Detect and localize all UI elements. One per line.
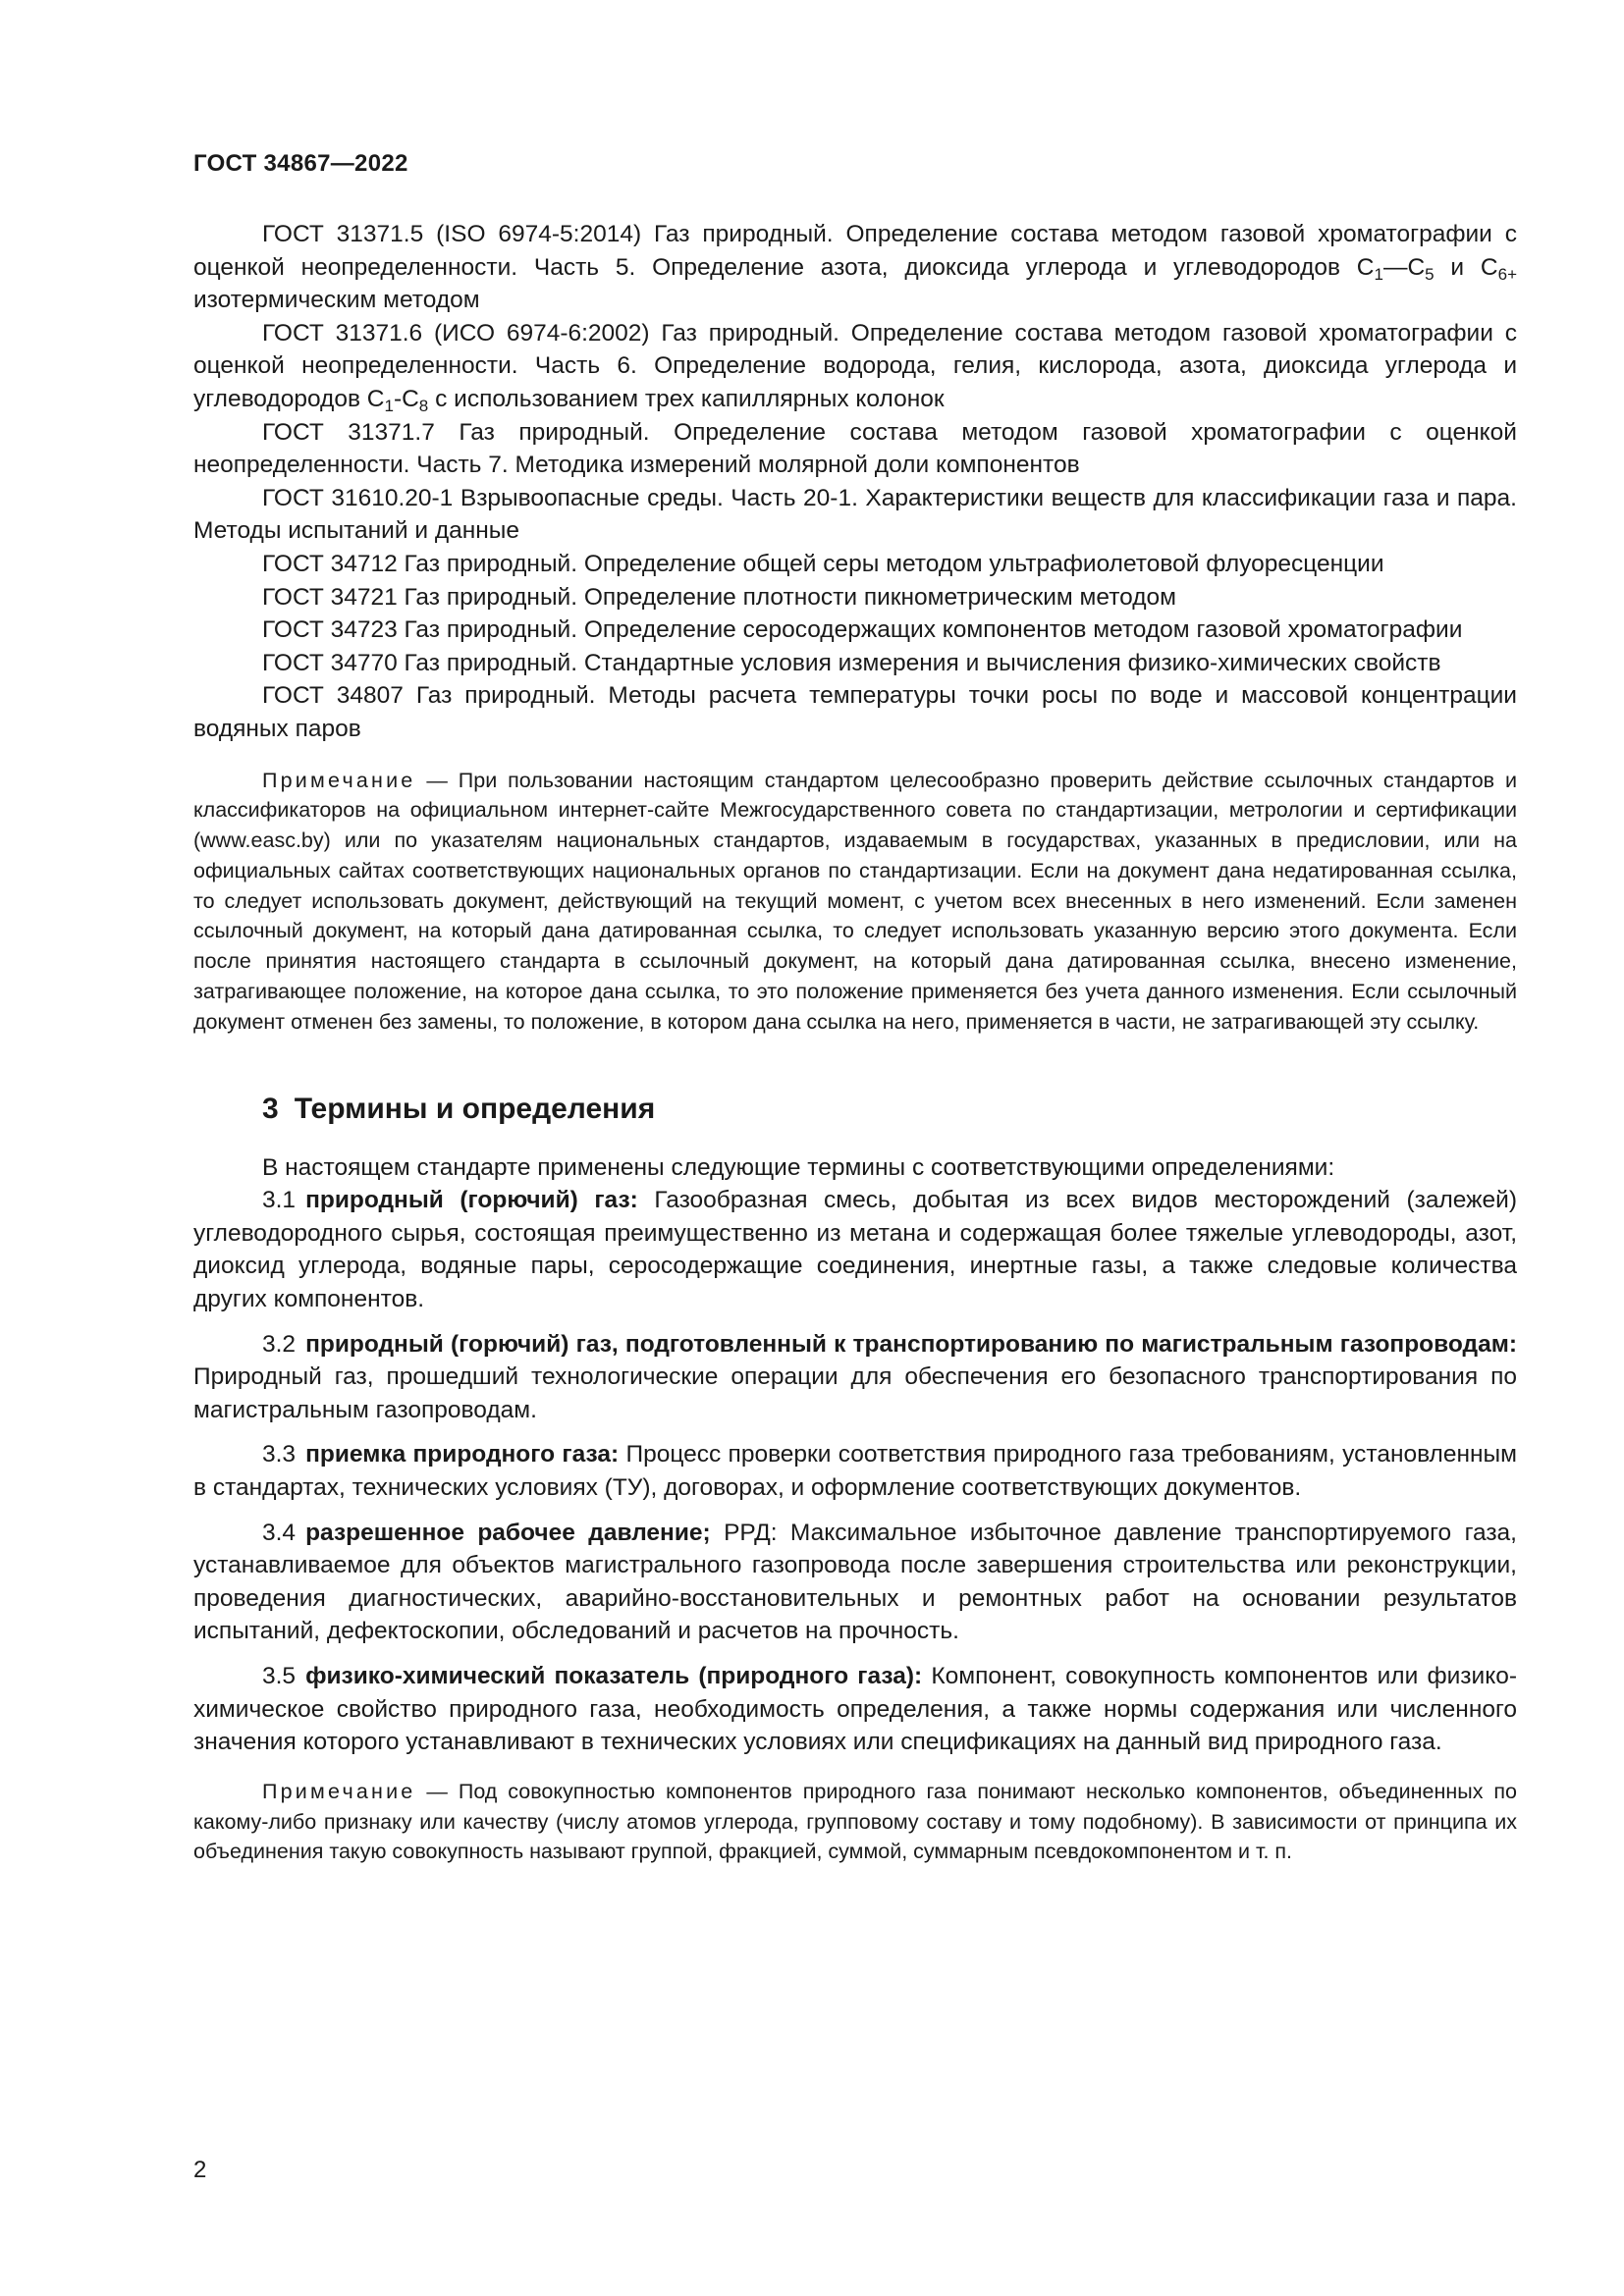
term-text: РРД: Максимальное избыточное давление транспортируемого газа, устанавливаемое для объектов магистрального газопровода после завершения строительства или реконструкции, проведения диагностических, аварийно-восстановительных и ремонтных работ на основании результатов испытаний, дефектоскопии, обследований и расчетов на прочность. [193, 1519, 1517, 1645]
reference-entry: ГОСТ 34723 Газ природный. Определение серосодержащих компонентов методом газовой хроматографии [262, 616, 1463, 644]
term-text: Газообразная смесь, добытая из всех видов месторождений (залежей) углеводородного сырья, состоящая преимущественно из метана и содержащая более тяжелые углеводороды, азот, диоксид углерода, водяные пары, серосодержащие соединения, инертные газы, а также следовые количества других компонентов. [193, 1187, 1517, 1313]
note-label: Примечание [262, 1779, 416, 1803]
note-label: Примечание [262, 768, 416, 792]
term-number: 3.4 [262, 1519, 297, 1546]
reference-entry: ГОСТ 34770 Газ природный. Стандартные условия измерения и вычисления физико-химических свойств [262, 649, 1441, 676]
document-body [193, 218, 1517, 1867]
term-definition [193, 1660, 1517, 1759]
term-number: 3.3 [262, 1441, 297, 1468]
document-code-header: ГОСТ 34867—2022 [193, 150, 408, 177]
term-definition [193, 1438, 1517, 1504]
term-number: 3.2 [262, 1330, 297, 1358]
reference-code: ГОСТ 31371.5 [262, 221, 424, 247]
reference-entry: ГОСТ 34712 Газ природный. Определение общей серы методом ультрафиолетовой флуоресценции [262, 550, 1384, 577]
reference-entry: ГОСТ 31610.20-1 Взрывоопасные среды. Часть 20-1. Характеристики веществ для классификации газа и пара. Методы испытаний и данные [193, 484, 1517, 545]
reference-entry: ГОСТ 31371.7 Газ природный. Определение состава методом газовой хроматографии с оценкой неопределенности. Часть 7. Методика измерений молярной доли компонентов [193, 418, 1517, 479]
term-name: природный (горючий) газ: [305, 1187, 638, 1214]
section-heading [193, 1093, 1517, 1126]
term-number: 3.5 [262, 1662, 297, 1689]
reference-entry: ГОСТ 31371.6 (ИСО 6974-6:2002) Газ природный. Определение состава методом газовой хроматографии с оценкой неопределенности. Часть 6. Определение водорода, гелия, кислорода, азота, диоксида углерода и углеводородов $C_1-C_8$ с использованием трех капиллярных колонок [193, 319, 1517, 415]
reference-code: ГОСТ 34712 [262, 550, 398, 577]
term-name: физико-химический показатель (природного газа): [305, 1662, 923, 1689]
page-number: 2 [193, 2157, 207, 2183]
reference-code: ГОСТ 31371.6 [262, 319, 423, 347]
term-name: природный (горючий) газ, подготовленный к транспортированию по магистральным газопроводам: [305, 1330, 1517, 1358]
reference-code: ГОСТ 31371.7 [262, 418, 435, 446]
section-number: 3 [262, 1092, 279, 1125]
reference-entry: ГОСТ 34721 Газ природный. Определение плотности пикнометрическим методом [262, 583, 1176, 611]
term-text: Природный газ, прошедший технологические операции для обеспечения его безопасного транспортирования по магистральным газопроводам. [193, 1363, 1517, 1423]
reference-code: ГОСТ 34770 [262, 649, 398, 676]
note-text: — Под совокупностью компонентов природного газа понимают несколько компонентов, объединенных по какому-либо признаку или качеству (числу атомов углерода, групповому составу и тому подобному). В зависимости от принципа их объединения такую совокупность называют группой, фракцией, суммой, суммарным псевдокомпонентом и т. п. [193, 1779, 1517, 1864]
reference-code: ГОСТ 31610.20-1 [262, 484, 454, 511]
reference-entry: ГОСТ 34807 Газ природный. Методы расчета температуры точки росы по воде и массовой концентрации водяных паров [193, 682, 1517, 742]
note-components [193, 1777, 1517, 1867]
term-text: Компонент, совокупность компонентов или физико-химическое свойство природного газа, необходимость определения, а также нормы содержания или численного значения которого устанавливают в технических условиях или спецификациях на данный вид природного газа. [193, 1662, 1517, 1756]
note-text: — При пользовании настоящим стандартом целесообразно проверить действие ссылочных стандартов и классификаторов на официальном интернет-сайте Межгосударственного совета по стандартизации, метрологии и сертификации (www.easc.by) или по указателям национальных стандартов, издаваемым в государствах, указанных в предисловии, или на официальных сайтах соответствующих национальных органов по стандартизации. Если на документ дана недатированная ссылка, то следует использовать документ, действующий на текущий момент, с учетом всех внесенных в него изменений. Если заменен ссылочный документ, на который дана датированная ссылка, то следует использовать указанную версию этого документа. Если после принятия настоящего стандарта в ссылочный документ, на который дана датированная ссылка, внесено изменение, затрагивающее положение, на которое дана ссылка, то это положение применяется без учета данного изменения. Если ссылочный документ отменен без замены, то положение, в котором дана ссылка на него, применяется в части, не затрагивающей эту ссылку. [193, 768, 1517, 1034]
term-name: разрешенное рабочее давление; [305, 1519, 711, 1546]
term-name: приемка природного газа: [305, 1441, 620, 1468]
reference-code: ГОСТ 34721 [262, 583, 398, 611]
term-text: Процесс проверки соответствия природного газа требованиям, установленным в стандартах, технических условиях (ТУ), договорах, и оформление соответствующих документов. [193, 1441, 1517, 1502]
term-definition [193, 1328, 1517, 1427]
section-intro: В настоящем стандарте применены следующие термины с соответствующими определениями: [262, 1153, 1335, 1181]
term-definition [193, 1184, 1517, 1315]
term-number: 3.1 [262, 1187, 297, 1214]
reference-entry: ГОСТ 31371.5 (ISO 6974-5:2014) Газ природный. Определение состава методом газовой хроматографии с оценкой неопределенности. Часть 5. Определение азота, диоксида углерода и углеводородов $C_1—C_5$ и $C_{6+}$ изотермическим методом [193, 221, 1517, 314]
term-definition [193, 1517, 1517, 1648]
note-references [193, 766, 1517, 1038]
reference-code: ГОСТ 34807 [262, 682, 404, 710]
section-title: Термины и определения [294, 1092, 656, 1125]
reference-code: ГОСТ 34723 [262, 616, 398, 644]
